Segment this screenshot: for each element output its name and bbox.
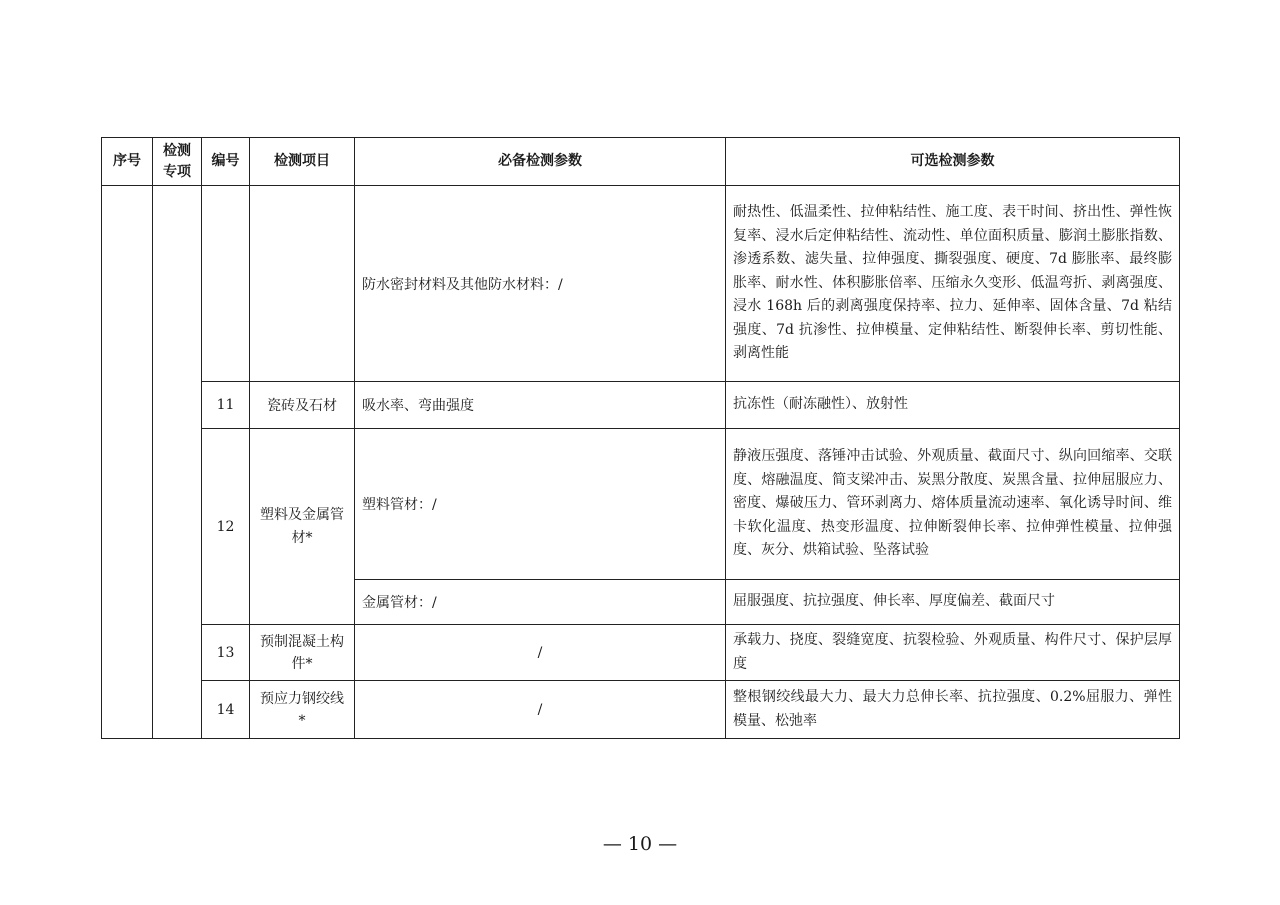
- page-number: — 10 —: [602, 833, 678, 855]
- header-required: 必备检测参数: [355, 138, 726, 186]
- table-header-row: [102, 138, 1180, 186]
- required-cell: /: [355, 681, 726, 739]
- header-item: 检测项目: [250, 138, 355, 186]
- header-seq: 序号: [102, 138, 153, 186]
- required-cell: 塑料管材：/: [355, 429, 726, 580]
- item-cell: 预应力钢绞线*: [250, 681, 355, 739]
- required-cell: 防水密封材料及其他防水材料：/: [355, 186, 726, 382]
- category-cell: [153, 186, 202, 739]
- item-cell: 预制混凝土构件*: [250, 625, 355, 681]
- table-row: [102, 625, 1180, 681]
- required-cell: /: [355, 625, 726, 681]
- code-cell: 13: [202, 625, 250, 681]
- header-optional: 可选检测参数: [726, 138, 1180, 186]
- code-cell: 11: [202, 382, 250, 429]
- detection-parameters-table: [101, 137, 1180, 739]
- table-row: [102, 186, 1180, 382]
- item-cell: 塑料及金属管材*: [250, 429, 355, 625]
- header-category: 检测专项: [153, 138, 202, 186]
- code-cell: 14: [202, 681, 250, 739]
- item-cell: [250, 186, 355, 382]
- optional-cell: 抗冻性（耐冻融性）、放射性: [726, 382, 1180, 429]
- code-cell: [202, 186, 250, 382]
- code-cell: 12: [202, 429, 250, 625]
- table-row: [102, 429, 1180, 580]
- optional-cell: 整根钢绞线最大力、最大力总伸长率、抗拉强度、0.2%屈服力、弹性模量、松弛率: [726, 681, 1180, 739]
- required-cell: 吸水率、弯曲强度: [355, 382, 726, 429]
- header-code: 编号: [202, 138, 250, 186]
- optional-cell: 耐热性、低温柔性、拉伸粘结性、施工度、表干时间、挤出性、弹性恢复率、浸水后定伸粘结性、流动性、单位面积质量、膨润土膨胀指数、渗透系数、滤失量、拉伸强度、撕裂强度、硬度、7d 膨胀率、最终膨胀率、耐水性、体积膨胀倍率、压缩永久变形、低温弯折、剥离强度、浸水 168h 后的剥离强度保持率、拉力、延伸率、固体含量、7d 粘结强度、7d 抗渗性、拉伸模量、定伸粘结性、断裂伸长率、剪切性能、剥离性能: [726, 186, 1180, 382]
- optional-cell: 承载力、挠度、裂缝宽度、抗裂检验、外观质量、构件尺寸、保护层厚度: [726, 625, 1180, 681]
- required-cell: 金属管材：/: [355, 580, 726, 625]
- seq-cell: [102, 186, 153, 739]
- optional-cell: 静液压强度、落锤冲击试验、外观质量、截面尺寸、纵向回缩率、交联度、熔融温度、简支梁冲击、炭黑分散度、炭黑含量、拉伸屈服应力、密度、爆破压力、管环剥离力、熔体质量流动速率、氧化诱导时间、维卡软化温度、热变形温度、拉伸断裂伸长率、拉伸弹性模量、拉伸强度、灰分、烘箱试验、坠落试验: [726, 429, 1180, 580]
- optional-cell: 屈服强度、抗拉强度、伸长率、厚度偏差、截面尺寸: [726, 580, 1180, 625]
- item-cell: 瓷砖及石材: [250, 382, 355, 429]
- table-row: [102, 382, 1180, 429]
- table-row: [102, 681, 1180, 739]
